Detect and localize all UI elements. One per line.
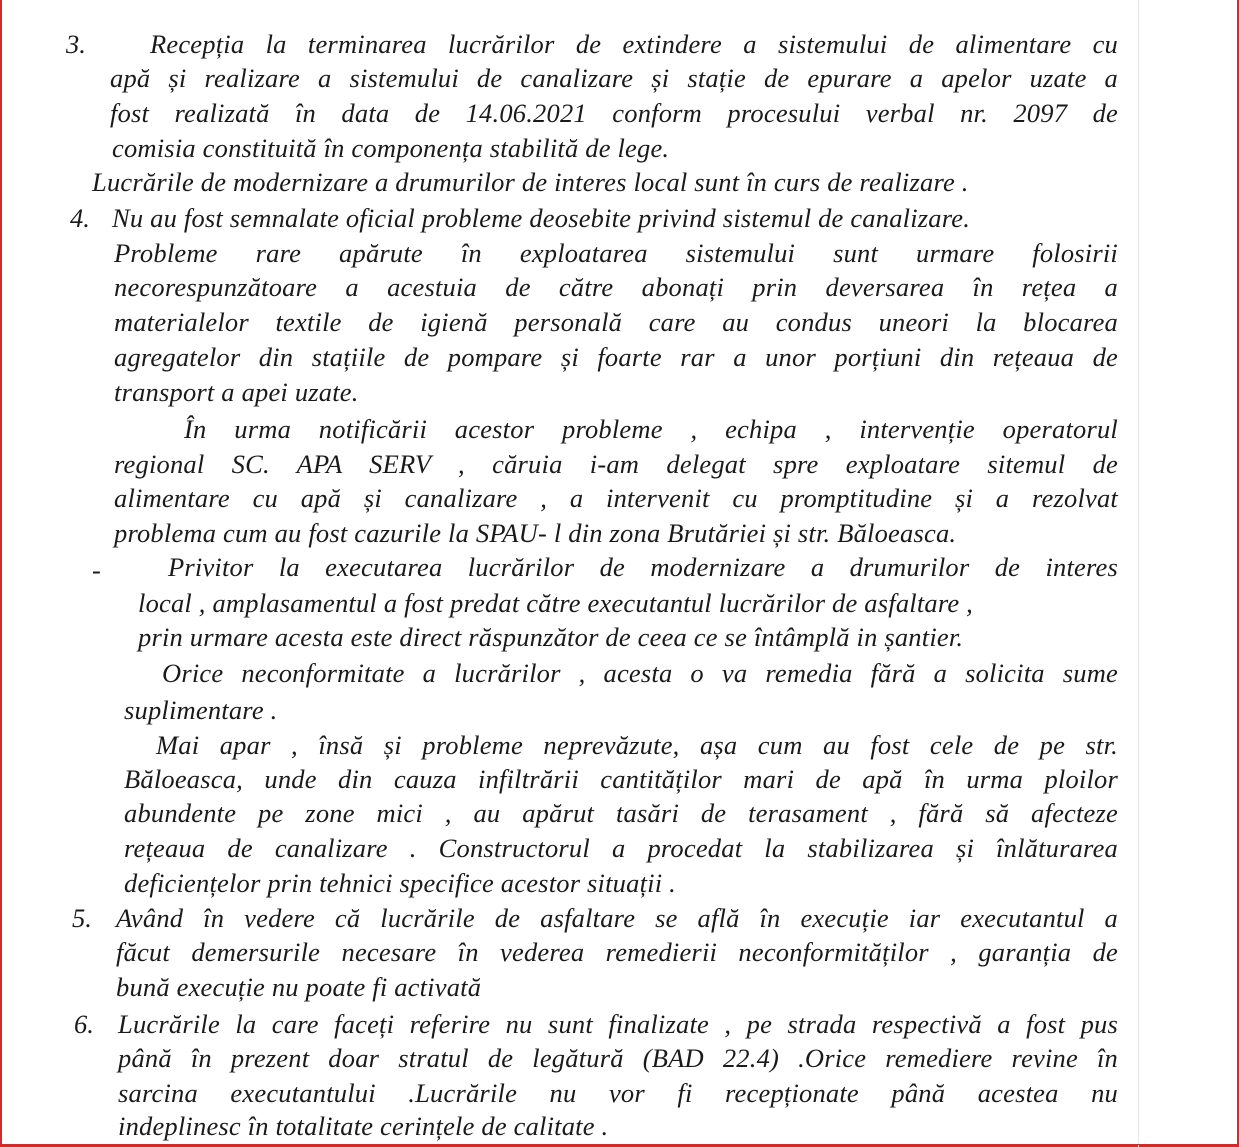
item-4-para2-line-4: problema cum au fost cazurile la SPAU- l din zona Brutăriei și str. Băloeasca. [114,518,957,548]
item-4-line-6: transport a apei uzate. [114,377,359,407]
scan-edge-line [1138,0,1139,1147]
item-3-line-1: Recepția la terminarea lucrărilor de extindere a sistemului de alimentare cu [150,29,1118,59]
item-3-line-4: comisia constituită în componența stabilită de lege. [112,133,670,163]
item-5-line-2: făcut demersurile necesare în vederea remedierii neconformităților , garanția de [116,937,1118,967]
dash-line-3: prin urmare acesta este direct răspunzător de ceea ce se întâmplă in șantier. [138,622,964,652]
item-4-para2-line-1: În urma notificării acestor probleme , echipa , intervenție operatorul [184,414,1118,444]
item-3-number: 3. [66,29,86,59]
dash-marker: - [92,555,101,585]
item-4-para4-line-1: Mai apar , însă și probleme neprevăzute, așa cum au fost cele de pe str. [156,730,1118,760]
dash-line-1: Privitor la executarea lucrărilor de modernizare a drumurilor de interes [168,552,1118,582]
item-4-line-5: agregatelor din stațiile de pompare și foarte rar a unor porțiuni din rețeaua de [114,342,1118,372]
item-4-line-1: Nu au fost semnalate oficial probleme deosebite privind sistemul de canalizare. [112,203,971,233]
item-4-para4-line-3: abundente pe zone mici , au apărut tasări de terasament , fără să afecteze [124,798,1118,828]
item-4-para4-line-2: Băloeasca, unde din cauza infiltrării cantităților mari de apă în urma ploilor [124,764,1118,794]
item-3-line-3: fost realizată în data de 14.06.2021 conform procesului verbal nr. 2097 de [110,98,1118,128]
item-4-number: 4. [70,203,90,233]
item-5-line-1: Având în vedere că lucrările de asfaltare se află în execuție iar executantul a [116,903,1118,933]
item-3-line-2: apă și realizare a sistemului de canalizare și stație de epurare a apelor uzate a [110,63,1118,93]
item-5-line-3: bună execuție nu poate fi activată [116,972,482,1002]
item-3-note: Lucrările de modernizare a drumurilor de interes local sunt în curs de realizare . [92,167,969,197]
item-5-number: 5. [72,903,92,933]
item-6-line-4: indeplinesc în totalitate cerințele de calitate . [118,1111,609,1141]
bottom-border [0,1144,1239,1145]
item-4-para2-line-2: regional SC. APA SERV , căruia i-am delegat spre exploatare sitemul de [114,449,1118,479]
item-4-line-3: necorespunzătoare a acestuia de către abonați prin deversarea în rețea a [114,272,1118,302]
item-6-line-3: sarcina executantului .Lucrările nu vor fi recepționate până acestea nu [118,1078,1118,1108]
dash-line-2: local , amplasamentul a fost predat către executantul lucrărilor de asfaltare , [138,588,973,618]
item-4-para4-line-4: rețeaua de canalizare . Constructorul a procedat la stabilizarea și înlăturarea [124,833,1118,863]
item-6-line-2: până în prezent doar stratul de legătură (BAD 22.4) .Orice remediere revine în [118,1043,1118,1073]
item-4-para3-line-2: suplimentare . [124,695,278,725]
item-6-line-1: Lucrările la care faceți referire nu sunt finalizate , pe strada respectivă a fost pus [118,1009,1118,1039]
item-4-para4-line-5: deficiențelor prin tehnici specifice acestor situații . [124,868,676,898]
item-4-line-2: Probleme rare apărute în exploatarea sistemului sunt urmare folosirii [114,238,1118,268]
item-4-para2-line-3: alimentare cu apă și canalizare , a intervenit cu promptitudine și a rezolvat [114,483,1118,513]
item-4-para3-line-1: Orice neconformitate a lucrărilor , acesta o va remedia fără a solicita sume [162,658,1118,688]
item-6-number: 6. [74,1009,94,1039]
item-4-line-4: materialelor textile de igienă personală care au condus uneori la blocarea [114,307,1118,337]
